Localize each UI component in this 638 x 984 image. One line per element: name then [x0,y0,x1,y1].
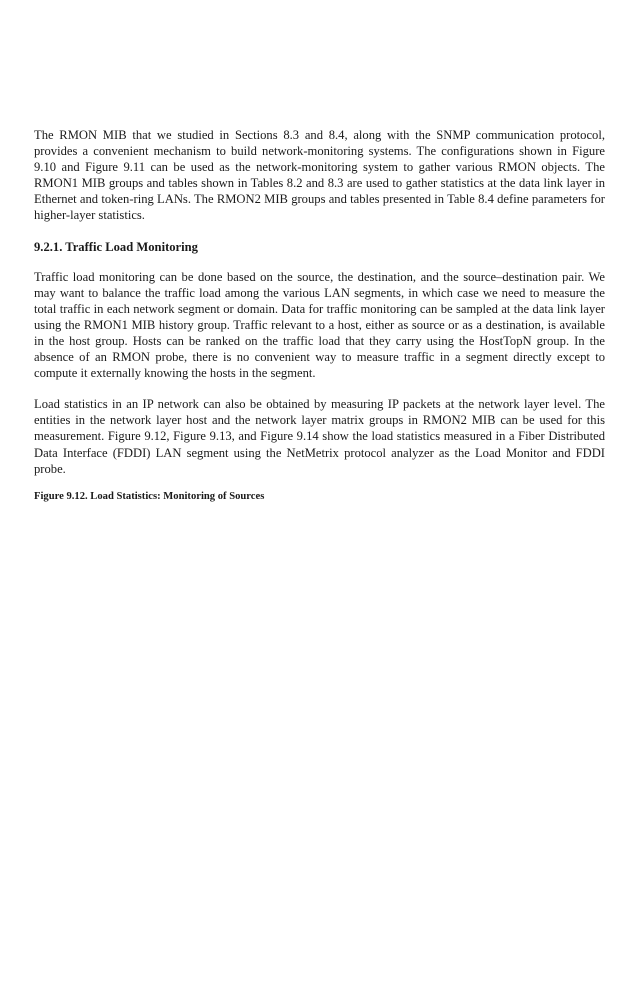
intro-paragraph: The RMON MIB that we studied in Sections 8.3 and 8.4, along with the SNMP communication protocol, provides a convenient mechanism to build network-monitoring systems. The configurations shown in Figure 9.10 and Figure 9.11 can be used as the network-monitoring system to gather various RMON objects. The RMON1 MIB groups and tables shown in Tables 8.2 and 8.3 are used to gather statistics at the data link layer in Ethernet and token-ring LANs. The RMON2 MIB groups and tables presented in Table 8.4 define parameters for higher-layer statistics. [34,128,605,223]
body-paragraph-1: Traffic load monitoring can be done based on the source, the destination, and the source–destination pair. We may want to balance the traffic load among the various LAN segments, in which case we need to measure the total traffic in each network segment or domain. Data for traffic monitoring can be sampled at the data link layer using the RMON1 MIB history group. Traffic relevant to a host, either as source or as a destination, is available in the host group. Hosts can be ranked on the traffic load that they carry using the HostTopN group. In the absence of an RMON probe, there is no convenient way to measure traffic in a segment directly except to compute it externally knowing the hosts in the segment. [34,269,605,381]
figure-caption: Figure 9.12. Load Statistics: Monitoring of Sources [34,490,265,502]
body-paragraph-2: Load statistics in an IP network can also be obtained by measuring IP packets at the network layer level. The entities in the network layer host and the network layer matrix groups in RMON2 MIB can be used for this measurement. Figure 9.12, Figure 9.13, and Figure 9.14 show the load statistics measured in a Fiber Distributed Data Interface (FDDI) LAN segment using the NetMetrix protocol analyzer as the Load Monitor and FDDI probe. [34,397,605,476]
section-heading: 9.2.1. Traffic Load Monitoring [34,239,198,254]
document-page [34,127,605,504]
